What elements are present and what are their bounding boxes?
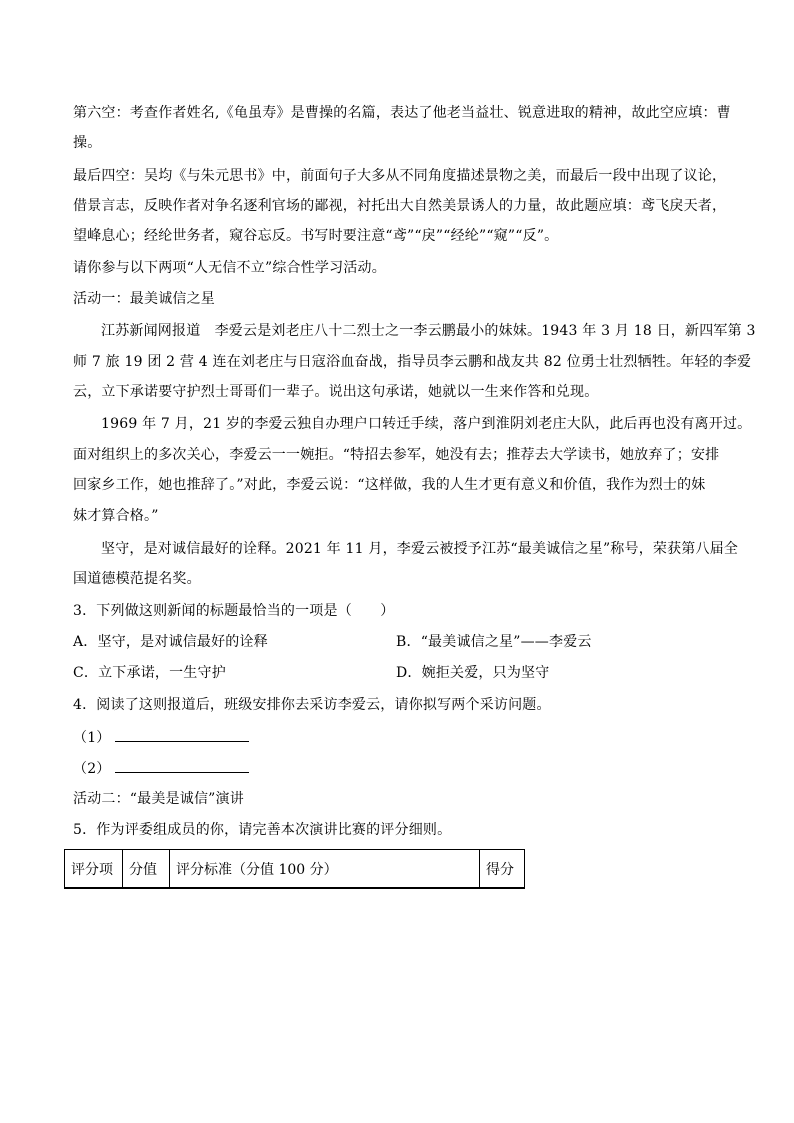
news-line: 坚守，是对诚信最好的诠释。2021 年 11 月，李爱云被授予江苏“最美诚信之星”称号，荣获第八届全 [101, 541, 739, 557]
paragraph-line: 操。 [73, 135, 102, 151]
paragraph-line: 最后四空：吴均《与朱元思书》中，前面句子大多从不同角度描述景物之美，而最后一段中出现了议论， [73, 168, 727, 184]
option-d: D．婉拒关爱，只为坚守 [396, 665, 550, 681]
answer-blank-2[interactable] [115, 758, 249, 773]
news-line: 国道德模范提名奖。 [73, 571, 201, 587]
option-c: C．立下承诺，一生守护 [73, 665, 226, 681]
answer-line-2[interactable] [73, 758, 723, 779]
option-a: A．坚守，是对诚信最好的诠释 [73, 634, 268, 650]
news-line: 1969 年 7 月，21 岁的李爱云独自办理户口转迁手续，落户到淮阴刘老庄大队，此后再也没有离开过。 [101, 416, 752, 432]
activity-one-heading: 活动一：最美诚信之星 [73, 291, 215, 307]
news-line: 妹才算合格。” [73, 508, 159, 524]
news-line: 回家乡工作，她也推辞了。”对此，李爱云说：“这样做，我的人生才更有意义和价值，我作为烈士的妹 [73, 477, 706, 493]
news-line: 江苏新闻网报道 李爱云是刘老庄八十二烈士之一李云鹏最小的妹妹。1943 年 3 月 18 日，新四军第 3 [101, 323, 756, 339]
paragraph-line: 第六空：考查作者姓名,《龟虽寿》是曹操的名篇，表达了他老当益壮、锐意进取的精神，故此空应填：曹 [73, 105, 731, 121]
question-3-stem: 3．下列做这则新闻的标题最恰当的一项是（ ） [73, 603, 395, 619]
answer-line-1[interactable] [73, 727, 723, 748]
question-5-stem: 5．作为评委组成员的你，请完善本次演讲比赛的评分细则。 [73, 822, 452, 838]
scoring-table [64, 849, 525, 889]
answer-blank-1[interactable] [115, 727, 249, 742]
option-b: B．“最美诚信之星”——李爱云 [396, 634, 592, 650]
table-header-cell: 评分项 [65, 850, 123, 889]
activity-two-heading: 活动二：“最美是诚信”演讲 [73, 791, 244, 807]
answer-label-1: （1） [73, 730, 111, 746]
table-header-cell: 得分 [480, 850, 525, 889]
news-line: 云，立下承诺要守护烈士哥哥们一辈子。说出这句承诺，她就以一生来作答和兑现。 [73, 384, 599, 400]
paragraph-line: 借景言志，反映作者对争名逐利官场的鄙视，衬托出大自然美景诱人的力量，故此题应填：鸢飞戾天者， [73, 198, 727, 214]
table-header-cell: 分值 [123, 850, 170, 889]
paragraph-line: 望峰息心；经纶世务者，窥谷忘反。书写时要注意“鸢”“戾”“经纶”“窥”“反”。 [73, 228, 559, 244]
table-header-cell: 评分标准（分值 100 分） [170, 850, 480, 889]
answer-label-2: （2） [73, 761, 111, 777]
news-line: 面对组织上的多次关心，李爱云一一婉拒。“特招去参军，她没有去；推荐去大学读书，她放弃了；安排 [73, 447, 720, 463]
table-header-row [65, 850, 525, 889]
intro-text: 请你参与以下两项“人无信不立”综合性学习活动。 [73, 260, 386, 276]
question-4-stem: 4．阅读了这则报道后，班级安排你去采访李爱云，请你拟写两个采访问题。 [73, 697, 551, 713]
news-line: 师 7 旅 19 团 2 营 4 连在刘老庄与日寇浴血奋战，指导员李云鹏和战友共 82 位勇士壮烈牺牲。年轻的李爱 [73, 354, 752, 370]
